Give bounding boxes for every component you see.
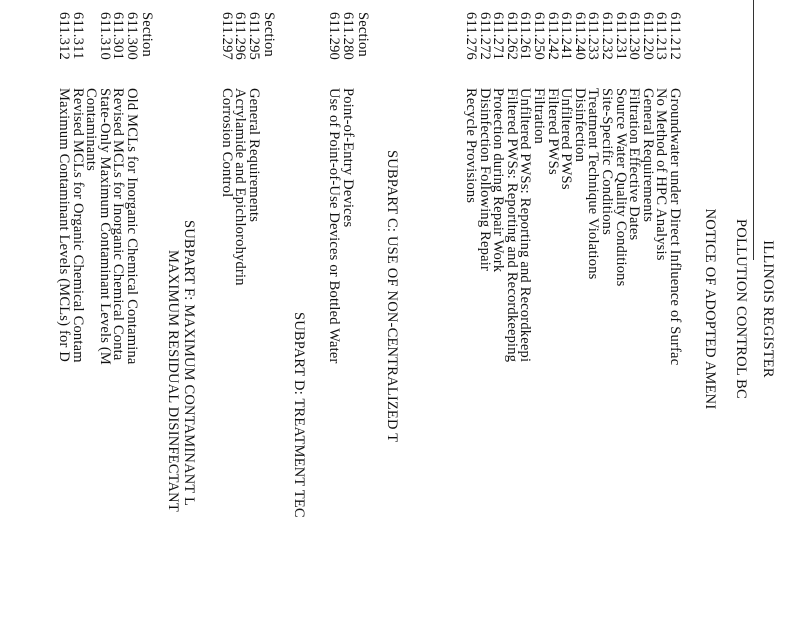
section-title: Site-Specific Conditions xyxy=(599,88,615,235)
section-title: Unfiltered PWSs xyxy=(558,88,575,190)
section-title: General Requirements xyxy=(639,88,656,223)
section-number: 611.233 xyxy=(585,12,602,60)
section-number: 611.312 xyxy=(56,12,72,60)
section-title: Revised MCLs for Organic Chemical Contam xyxy=(69,88,86,363)
section-title: Unfiltered PWSs: Reporting and Recordkeepi xyxy=(517,88,534,363)
section-number: 611.311 xyxy=(69,12,86,60)
section-number: 611.297 xyxy=(218,12,235,60)
subpart-d-heading: SUBPART D: TREATMENT TEC xyxy=(291,312,307,518)
section-number: 611.271 xyxy=(490,12,507,60)
section-title: Old MCLs for Inorganic Chemical Contamina xyxy=(124,88,140,365)
section-number: 611.290 xyxy=(326,12,343,60)
section-number: 611.280 xyxy=(340,12,356,60)
subpart-c-section-label: Section xyxy=(355,12,371,57)
section-number: 611.213 xyxy=(653,12,670,60)
section-title: Disinfection Following Repair xyxy=(476,88,493,272)
section-title: Point-of-Entry Devices xyxy=(340,88,356,228)
subpart-f-heading-1: SUBPART F: MAXIMUM CONTAMINANT L xyxy=(181,220,197,507)
header-rule xyxy=(753,0,754,260)
section-number: 611.261 xyxy=(517,12,534,60)
section-title: Source Water Quality Conditions xyxy=(612,88,629,287)
section-number: 611.231 xyxy=(612,12,629,60)
section-number: 611.272 xyxy=(476,12,493,60)
subpart-d-section-label: Section xyxy=(261,12,277,57)
section-title: General Requirements xyxy=(246,88,262,223)
section-number: 611.300 xyxy=(124,12,140,60)
subpart-f-heading-2: MAXIMUM RESIDUAL DISINFECTANT xyxy=(165,250,181,512)
board-title: POLLUTION CONTROL BC xyxy=(733,219,749,399)
section-title: Revised MCLs for Inorganic Chemical Conta xyxy=(110,88,127,361)
section-title: Filtered PWSs xyxy=(544,88,561,175)
subpart-c-heading: SUBPART C: USE OF NON-CENTRALIZED T xyxy=(384,150,400,443)
section-title: Maximum Contaminant Levels (MCLs) for D xyxy=(56,88,72,362)
section-number: 611.240 xyxy=(571,12,588,60)
section-title: Groundwater under Direct Influence of Surfac xyxy=(667,88,683,366)
section-number: 611.230 xyxy=(626,12,643,60)
section-title: Acrylamide and Epichlorohydrin xyxy=(232,88,249,286)
section-title: Filtration Effective Dates xyxy=(626,88,643,241)
section-title: Use of Point-of-Use Devices or Bottled Water xyxy=(326,88,343,364)
section-title: Treatment Technique Violations xyxy=(585,88,602,280)
section-number: 611.295 xyxy=(246,12,262,60)
section-title: Recycle Provisions xyxy=(463,88,479,204)
section-number: 611.301 xyxy=(110,12,127,60)
section-number: 611.241 xyxy=(558,12,575,60)
section-number: 611.262 xyxy=(503,12,520,60)
section-title: Corrosion Control xyxy=(218,88,235,198)
section-number: 611.242 xyxy=(544,12,561,60)
section-title: Protection during Repair Work xyxy=(490,88,507,273)
register-title: ILLINOIS REGISTER xyxy=(760,240,776,378)
section-number: 611.220 xyxy=(639,12,656,60)
section-number: 611.276 xyxy=(463,12,479,60)
section-number: 611.250 xyxy=(531,12,547,60)
section-number: 611.296 xyxy=(232,12,249,60)
notice-title: NOTICE OF ADOPTED AMENI xyxy=(702,208,718,410)
section-title: Filtration xyxy=(531,88,547,144)
subpart-f-section-label: Section xyxy=(139,12,155,57)
section-title: Contaminants xyxy=(83,88,100,171)
section-title: Filtered PWSs: Reporting and Recordkeeping xyxy=(503,88,520,363)
section-title: No Method of HPC Analysis xyxy=(653,88,670,261)
section-number: 611.310 xyxy=(96,12,113,60)
section-title: Disinfection xyxy=(571,88,588,163)
section-number: 611.212 xyxy=(667,12,683,60)
section-title: State-Only Maximum Contaminant Levels (M xyxy=(96,88,113,366)
section-number: 611.232 xyxy=(599,12,615,60)
